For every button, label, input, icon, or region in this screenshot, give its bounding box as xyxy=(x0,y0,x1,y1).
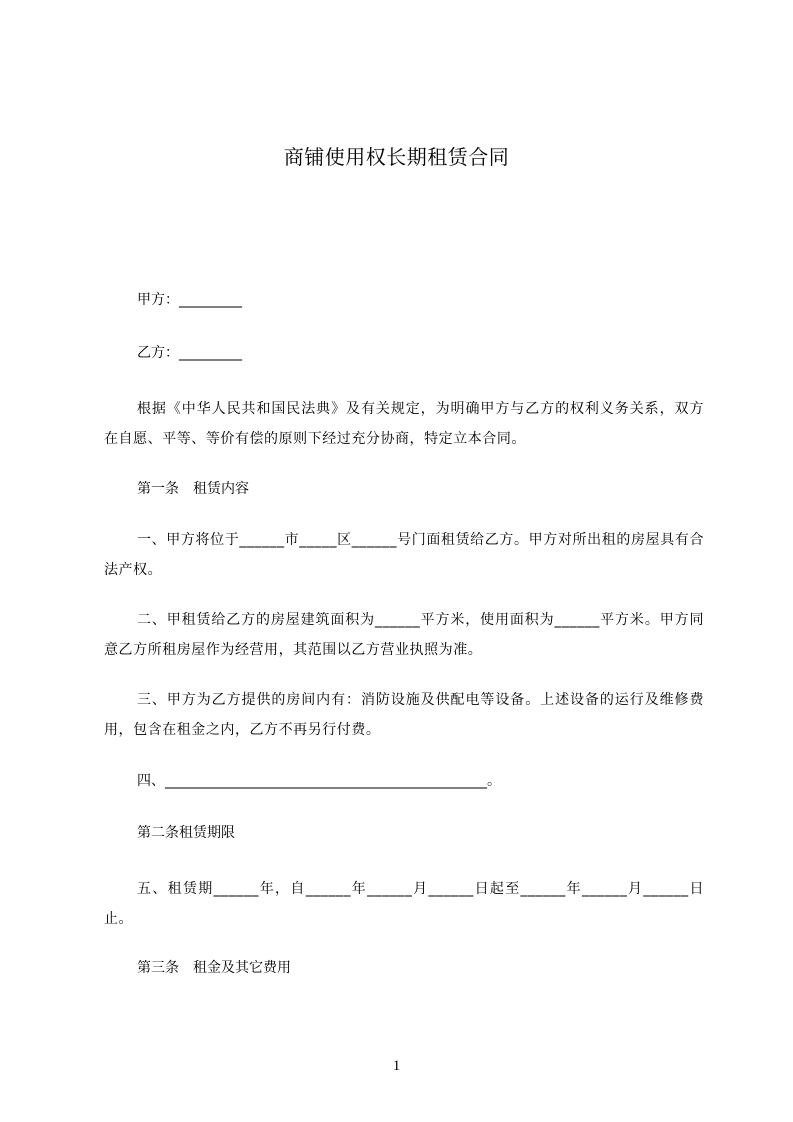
party-b-line: 乙方：_________ xyxy=(137,345,242,361)
preamble-paragraph: 根据《中华人民共和国民法典》及有关规定，为明确甲方与乙方的权利义务关系，双方在自愿、平等、等价有偿的原则下经过充分协商，特定立本合同。 xyxy=(104,401,704,447)
article-2-heading: 第二条租赁期限 xyxy=(137,825,235,841)
article-3-heading: 第三条 租金及其它费用 xyxy=(137,960,291,976)
contract-title: 商铺使用权长期租赁合同 xyxy=(283,145,510,169)
clause-3-paragraph: 三、甲方为乙方提供的房间内有：消防设施及供配电等设备。上述设备的运行及维修费用，包含在租金之内，乙方不再另行付费。 xyxy=(104,692,704,738)
clause-1-paragraph: 一、甲方将位于______市_____区______号门面租赁给乙方。甲方对所出租的房屋具有合法产权。 xyxy=(104,532,704,578)
page-number: 1 xyxy=(392,1058,401,1074)
clause-5-paragraph: 五、租赁期______年，自______年______月______日起至______年______月______日止。 xyxy=(104,881,704,927)
article-1-heading: 第一条 租赁内容 xyxy=(137,481,249,497)
clause-4-line: 四、______________________________________________。 xyxy=(137,773,501,789)
clause-2-paragraph: 二、甲租赁给乙方的房屋建筑面积为______平方米，使用面积为______平方米。甲方同意乙方所租房屋作为经营用，其范围以乙方营业执照为准。 xyxy=(104,612,704,658)
party-a-line: 甲方：_________ xyxy=(137,292,242,308)
